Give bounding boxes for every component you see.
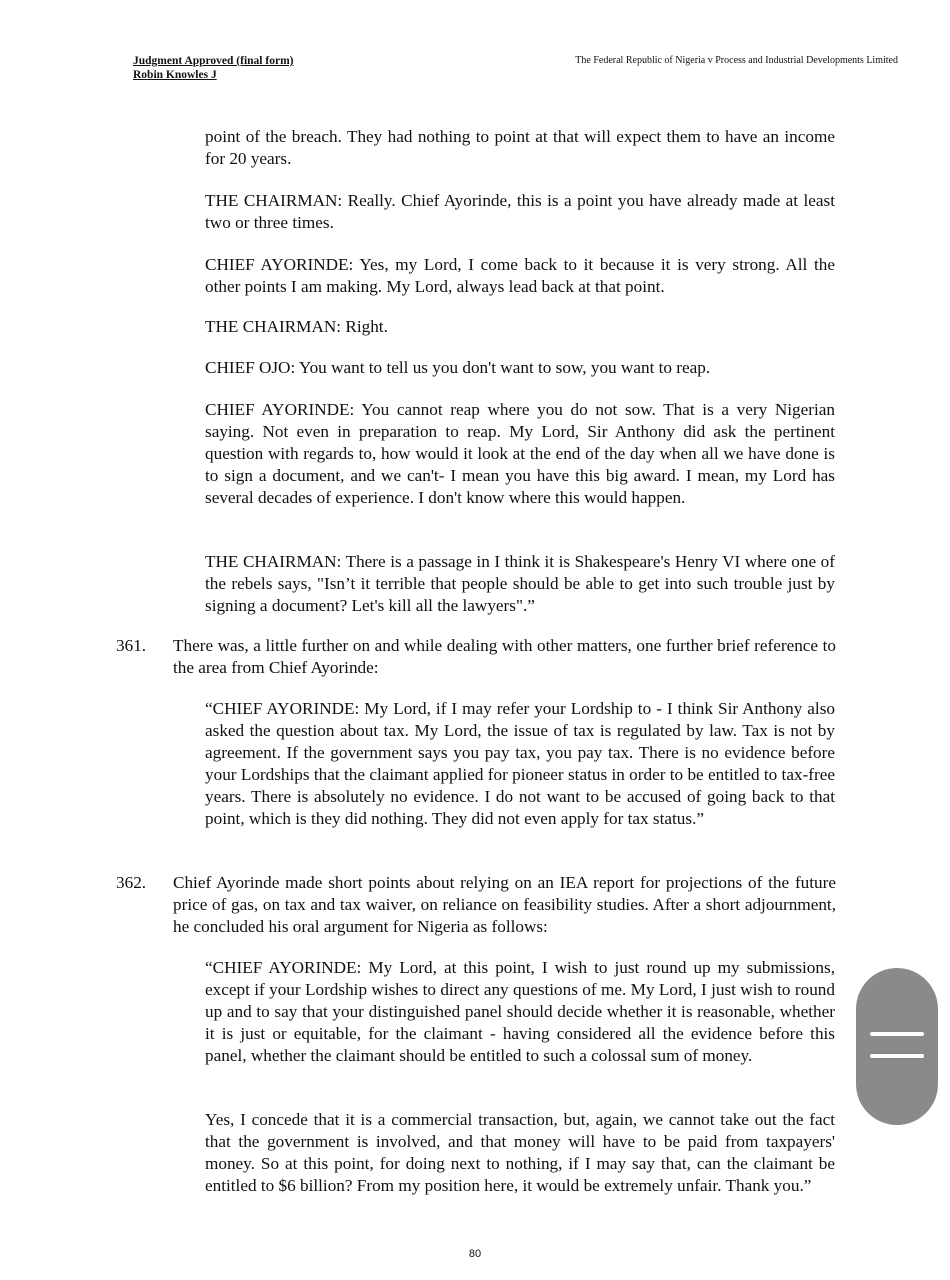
judge-name: Robin Knowles J — [133, 69, 217, 81]
paragraph-number: 361. — [116, 636, 147, 655]
judgment-status: Judgment Approved (final form) — [133, 55, 294, 67]
quote-block: THE CHAIRMAN: Really. Chief Ayorinde, this is a point you have already made at least two or three times. — [205, 191, 835, 232]
paragraph-362 — [116, 872, 836, 938]
quote-block: THE CHAIRMAN: There is a passage in I think it is Shakespeare's Henry VI where one of the rebels says, "Isn’t it terrible that people should be able to get into such trouble just by signing a document? Let's kill all the lawyers".” — [205, 552, 835, 615]
quote-block: CHIEF AYORINDE: Yes, my Lord, I come back to it because it is very strong. All the other points I am making. My Lord, always lead back at that point. — [205, 255, 835, 296]
paragraph-361 — [116, 635, 836, 679]
paragraph-text: There was, a little further on and while dealing with other matters, one further brief reference to the area from Chief Ayorinde: — [173, 636, 836, 677]
page-number: 80 — [468, 1248, 482, 1260]
quote-block: “CHIEF AYORINDE: My Lord, if I may refer your Lordship to - I think Sir Anthony also asked the question about tax. My Lord, the issue of tax is regulated by law. Tax is not by agreement. If the government says you pay tax, you pay tax. There is no evidence before your Lordships that the claimant applied for pioneer status in order to be entitled to tax-free years. There is absolutely no evidence. I do not want to be accused of going back to that point, which is they did nothing. They did not even apply for tax status.” — [205, 699, 835, 828]
paragraph-number: 362. — [116, 873, 147, 892]
quote-block: CHIEF AYORINDE: You cannot reap where you do not sow. That is a very Nigerian saying. Not even in preparation to reap. My Lord, Sir Anthony did ask the pertinent question with regards to, how would it look at the end of the day when all we have done is to sign a document, and we can't- I mean you have this big award. I mean, my Lord has several decades of experience. I don't know where this would happen. — [205, 400, 835, 507]
quote-block: Yes, I concede that it is a commercial transaction, but, again, we cannot take out the fact that the government is involved, and that money will have to be paid from taxpayers' money. So at this point, for doing next to nothing, if I may say that, can the claimant be entitled to $6 billion? From my position here, it would be extremely unfair. Thank you.” — [205, 1110, 835, 1195]
header-left — [133, 54, 293, 82]
quote-block: point of the breach. They had nothing to point at that will expect them to have an income for 20 years. — [205, 127, 835, 168]
scroll-handle[interactable] — [856, 968, 938, 1125]
paragraph-text: Chief Ayorinde made short points about relying on an IEA report for projections of the future price of gas, on tax and tax waiver, on reliance on feasibility studies. After a short adjournment, he concluded his oral argument for Nigeria as follows: — [173, 873, 836, 936]
quote-block: CHIEF OJO: You want to tell us you don't want to sow, you want to reap. — [205, 358, 711, 377]
quote-block: “CHIEF AYORINDE: My Lord, at this point, I wish to just round up my submissions, except if your Lordship wishes to direct any questions of me. My Lord, I just wish to round up and to say that your distinguished panel should decide whether it is reasonable, whether it is just or equitable, for the claimant - having considered all the evidence before this panel, whether the claimant should be entitled to such a colossal sum of money. — [205, 958, 835, 1065]
case-title: The Federal Republic of Nigeria v Process and Industrial Developments Limited — [575, 55, 898, 66]
quote-block: THE CHAIRMAN: Right. — [205, 317, 388, 336]
